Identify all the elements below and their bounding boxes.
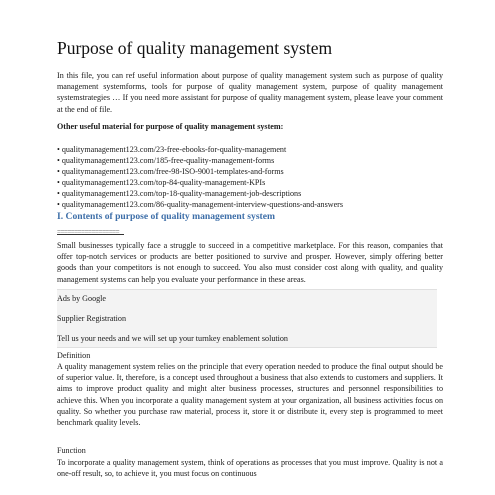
function-heading: Function bbox=[57, 446, 86, 455]
intro-paragraph: In this file, you can ref useful information about purpose of quality management system such as purpose of quality management systemforms, tools for purpose of quality management system, purpose of quality management systemstrategies … If you need more assistant for purpose of quality management system, please leave your comment at the end of file. bbox=[57, 71, 443, 114]
resource-link[interactable]: • qualitymanagement123.com/top-18-quality-management-job-descriptions bbox=[57, 189, 302, 199]
body-paragraph-intro: Small businesses typically face a struggle to succeed in a competitive marketplace. For this reason, companies that offer top-notch services or products are better positioned to survive and prosper. However, simply offering better goods than your competitors is not enough to succeed. You also must consider cost along with quality, and quality management systems can help you evaluate your performance in these areas. bbox=[57, 241, 443, 284]
definition-heading: Definition bbox=[57, 351, 91, 360]
resource-link[interactable]: • qualitymanagement123.com/free-98-ISO-9001-templates-and-forms bbox=[57, 167, 284, 177]
ad-title-link[interactable]: Supplier Registration bbox=[57, 314, 127, 323]
ad-label: Ads by Google bbox=[57, 294, 107, 303]
resource-link-list bbox=[57, 144, 343, 211]
separator-line: ================== bbox=[57, 228, 120, 236]
resource-link[interactable]: • qualitymanagement123.com/185-free-quality-management-forms bbox=[57, 156, 275, 166]
function-paragraph: To incorporate a quality management system, think of operations as processes that you must improve. Quality is not a one-off result, so, to achieve it, you must focus on continuous bbox=[57, 458, 443, 479]
resource-link[interactable]: • qualitymanagement123.com/86-quality-management-interview-questions-and-answers bbox=[57, 200, 344, 210]
separator-underline bbox=[57, 234, 124, 235]
ad-text: Tell us your needs and we will set up your turnkey enablement solution bbox=[57, 334, 288, 343]
document-title: Purpose of quality management system bbox=[57, 38, 333, 58]
ad-box[interactable] bbox=[57, 289, 437, 348]
definition-paragraph: A quality management system relies on the principle that every operation needed to produce the final output should be of superior value. It, therefore, is a concept used throughout a business that also extends to customers and suppliers. It aims to improve product quality and might alter business processes, structures and personnel responsibilities to achieve this. When you incorporate a quality management system at your organization, all business activities focus on quality. So whether you purchase raw material, process it, store it or distribute it, every step is programmed to meet benchmark quality levels. bbox=[57, 362, 443, 428]
section-heading: I. Contents of purpose of quality management system bbox=[57, 211, 275, 222]
resource-link[interactable]: • qualitymanagement123.com/top-84-quality-management-KPIs bbox=[57, 178, 266, 188]
resource-link[interactable]: • qualitymanagement123.com/23-free-ebooks-for-quality-management bbox=[57, 145, 287, 154]
other-material-heading: Other useful material for purpose of quality management system: bbox=[57, 122, 284, 131]
